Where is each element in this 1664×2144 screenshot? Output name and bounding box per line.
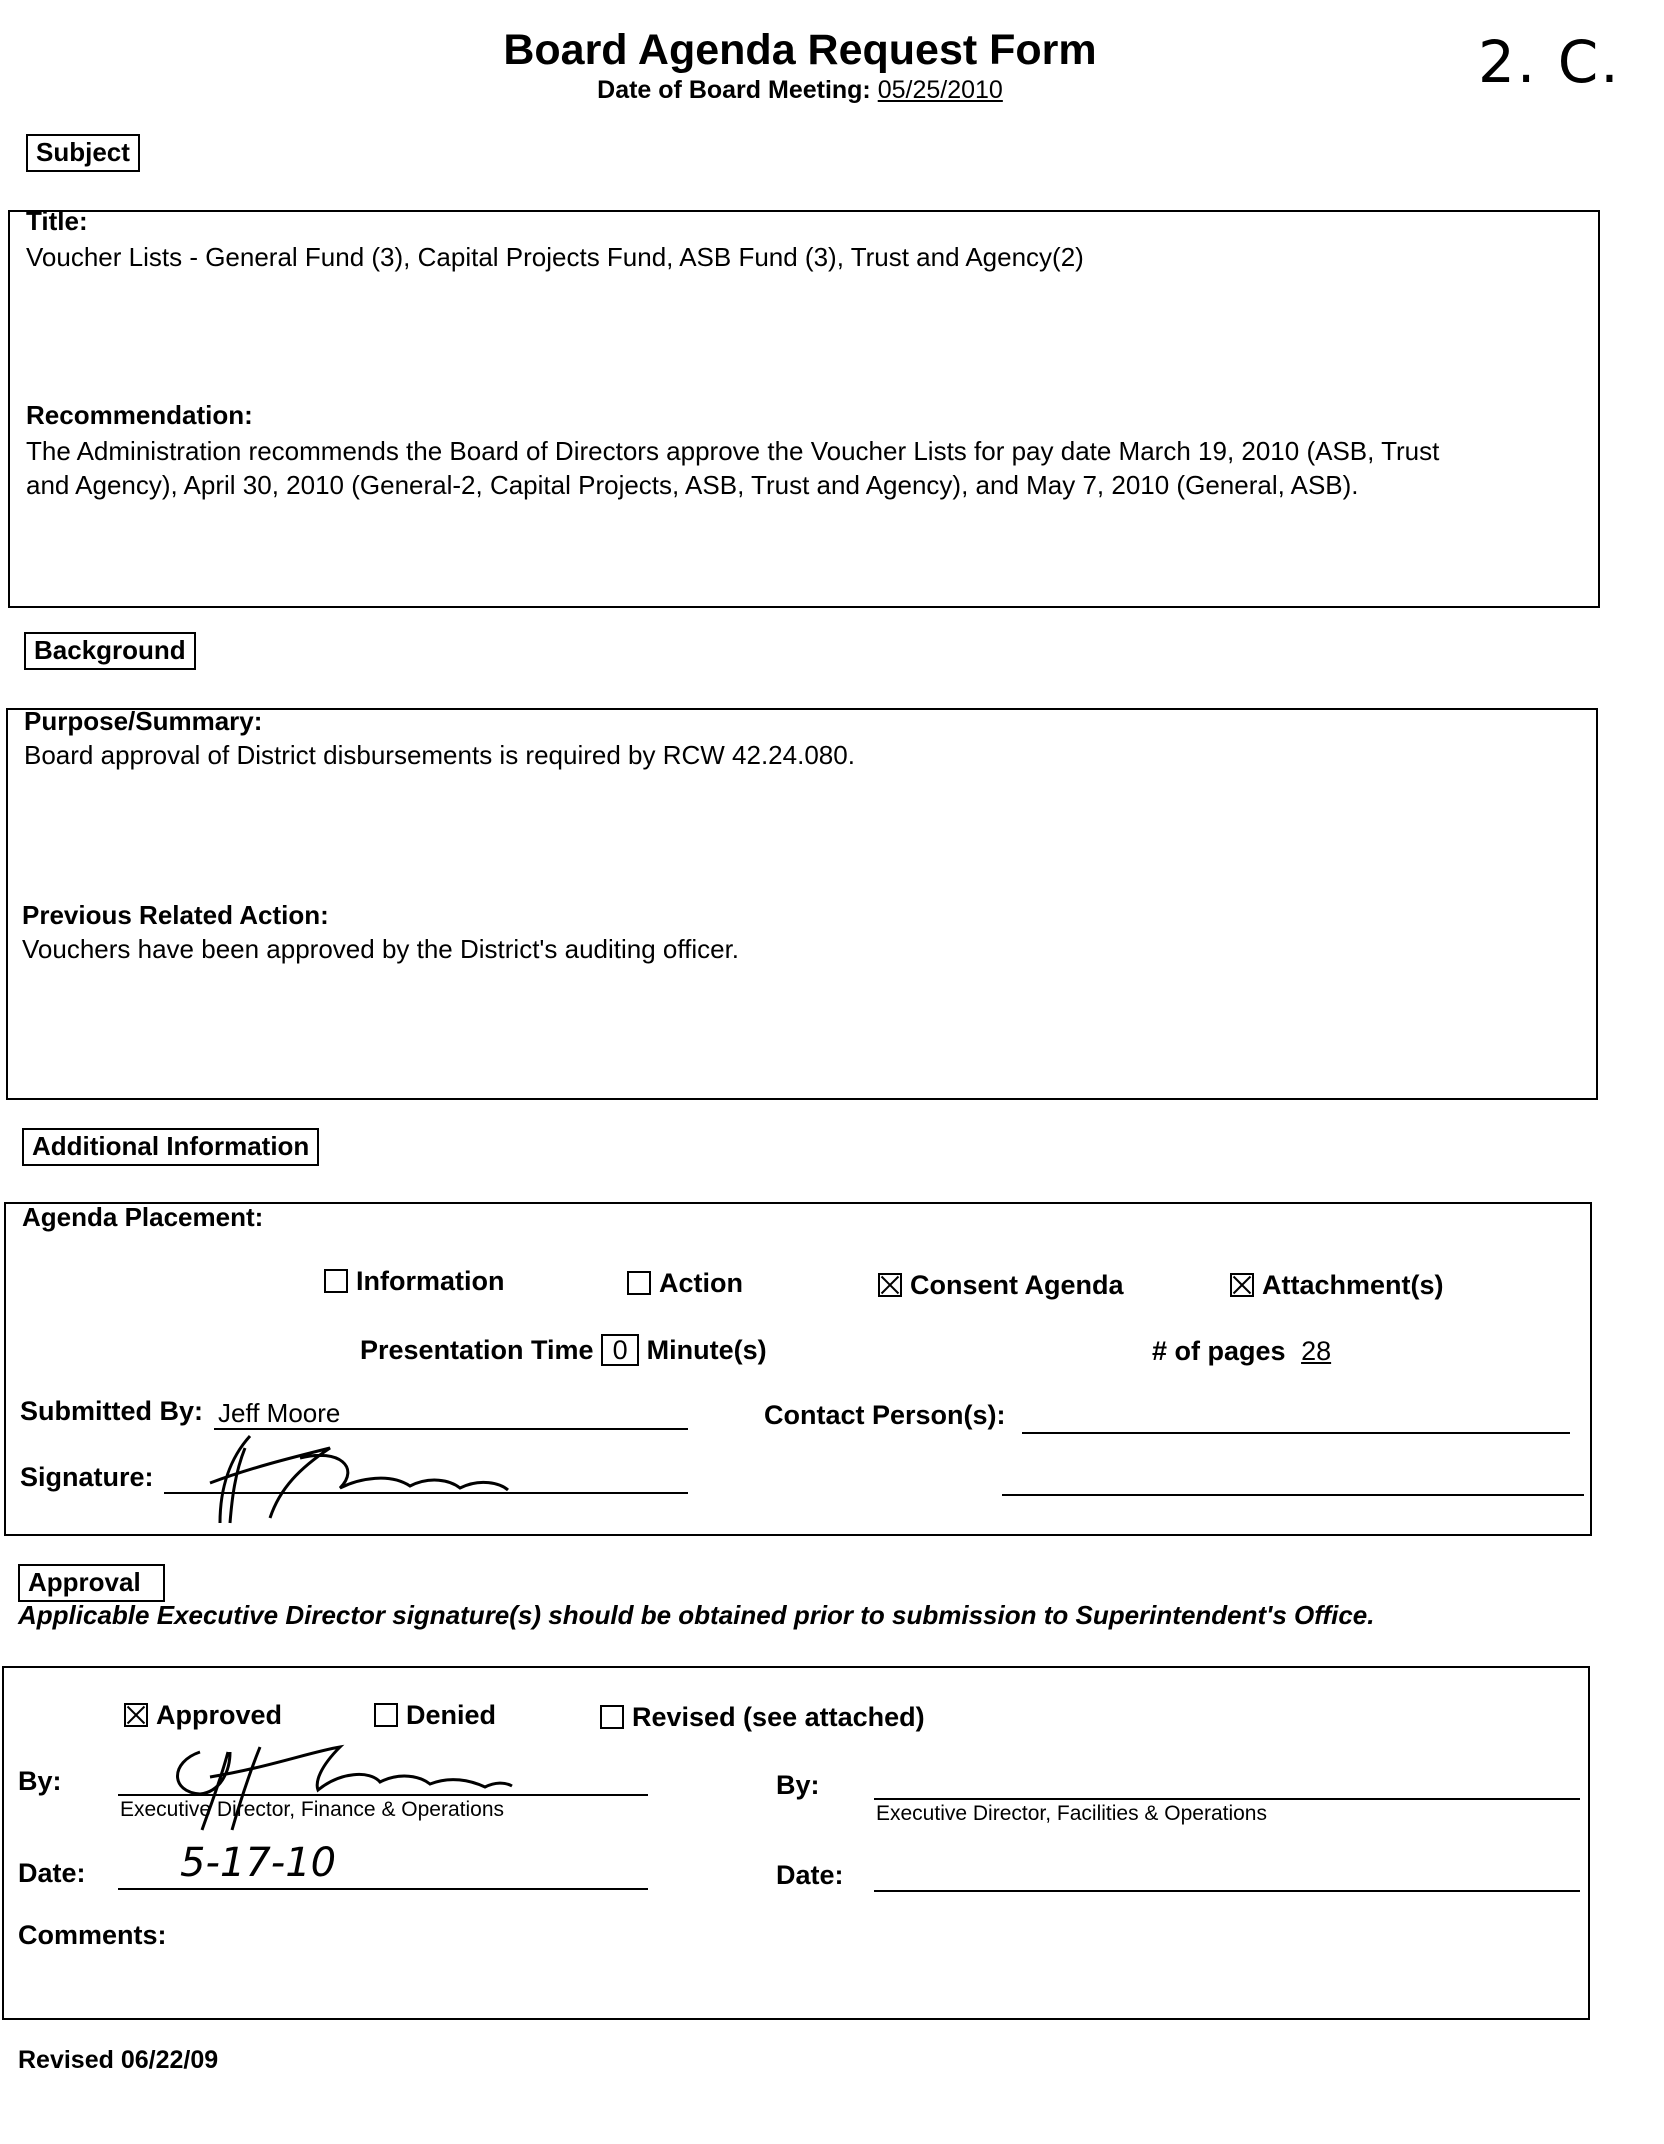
option-attachments[interactable] bbox=[1230, 1270, 1444, 1301]
denied-checkbox[interactable] bbox=[374, 1703, 398, 1727]
meeting-date-label: Date of Board Meeting: bbox=[597, 76, 871, 104]
recommendation-label: Recommendation: bbox=[26, 400, 253, 430]
contact-person-label: Contact Person(s): bbox=[764, 1400, 1006, 1430]
information-checkbox[interactable] bbox=[324, 1269, 348, 1293]
pages-row bbox=[1152, 1336, 1331, 1367]
additional-info-section-label: Additional Information bbox=[22, 1128, 319, 1166]
consent-agenda-checkbox[interactable] bbox=[878, 1273, 902, 1297]
right-date-label: Date: bbox=[776, 1860, 844, 1890]
approval-section-label: Approval bbox=[18, 1564, 165, 1602]
pages-label: # of pages bbox=[1152, 1336, 1286, 1366]
option-approved[interactable] bbox=[124, 1700, 282, 1731]
title-text: Voucher Lists - General Fund (3), Capital Projects Fund, ASB Fund (3), Trust and Agency(2) bbox=[26, 242, 1084, 272]
information-label: Information bbox=[356, 1266, 505, 1296]
action-label: Action bbox=[659, 1268, 743, 1298]
left-title: Executive Director, Finance & Operations bbox=[120, 1798, 505, 1821]
signature-label: Signature: bbox=[20, 1462, 154, 1492]
purpose-text: Board approval of District disbursements is required by RCW 42.24.080. bbox=[24, 740, 855, 770]
right-by-line[interactable] bbox=[874, 1798, 1580, 1800]
submitted-by-label: Submitted By: bbox=[20, 1396, 204, 1426]
option-denied[interactable] bbox=[374, 1700, 496, 1731]
contact-person-line[interactable] bbox=[1022, 1432, 1570, 1434]
meeting-date-value: 05/25/2010 bbox=[877, 76, 1003, 104]
pages-value: 28 bbox=[1301, 1336, 1332, 1366]
right-title: Executive Director, Facilities & Operations bbox=[876, 1802, 1267, 1825]
left-by-label: By: bbox=[18, 1766, 62, 1796]
meeting-date-line bbox=[0, 76, 1600, 105]
presentation-time-row bbox=[360, 1334, 767, 1366]
handwritten-item-number: 2. C. bbox=[1478, 28, 1621, 96]
attachments-label: Attachment(s) bbox=[1262, 1270, 1444, 1300]
minutes-label: Minute(s) bbox=[646, 1335, 767, 1365]
right-by-label: By: bbox=[776, 1770, 820, 1800]
comments-label: Comments: bbox=[18, 1920, 167, 1950]
revised-checkbox[interactable] bbox=[600, 1705, 624, 1729]
revised-date: Revised 06/22/09 bbox=[18, 2046, 219, 2074]
option-consent-agenda[interactable] bbox=[878, 1270, 1124, 1301]
action-checkbox[interactable] bbox=[627, 1271, 651, 1295]
submitted-by-value[interactable]: Jeff Moore bbox=[218, 1398, 341, 1428]
approval-note: Applicable Executive Director signature(s) should be obtained prior to submission to Superintendent's Office. bbox=[18, 1600, 1375, 1630]
purpose-label: Purpose/Summary: bbox=[24, 706, 263, 736]
consent-agenda-label: Consent Agenda bbox=[910, 1270, 1124, 1300]
background-section-label: Background bbox=[24, 632, 196, 670]
left-date-label: Date: bbox=[18, 1858, 86, 1888]
left-date-value[interactable]: 5-17-10 bbox=[180, 1840, 337, 1886]
recommendation-line-1: The Administration recommends the Board of Directors approve the Voucher Lists for pay date March 19, 2010 (ASB, Trust bbox=[26, 436, 1440, 466]
option-action[interactable] bbox=[627, 1268, 743, 1299]
approved-checkbox[interactable] bbox=[124, 1703, 148, 1727]
option-information[interactable] bbox=[324, 1266, 505, 1297]
denied-label: Denied bbox=[406, 1700, 497, 1730]
form-title: Board Agenda Request Form bbox=[503, 26, 1097, 74]
approver-signature-image bbox=[140, 1732, 520, 1832]
previous-action-label: Previous Related Action: bbox=[22, 900, 329, 930]
contact-person-line-2[interactable] bbox=[1002, 1494, 1584, 1496]
recommendation-line-2: and Agency), April 30, 2010 (General-2, Capital Projects, ASB, Trust and Agency), and May 7, 2010 (General, ASB). bbox=[26, 470, 1359, 500]
attachments-checkbox[interactable] bbox=[1230, 1273, 1254, 1297]
submitter-signature-image bbox=[190, 1428, 520, 1528]
previous-action-text: Vouchers have been approved by the District's auditing officer. bbox=[22, 934, 740, 964]
approved-label: Approved bbox=[156, 1700, 283, 1730]
right-date-line[interactable] bbox=[874, 1890, 1580, 1892]
left-date-line[interactable] bbox=[118, 1888, 648, 1890]
option-revised[interactable] bbox=[600, 1702, 925, 1733]
revised-label: Revised (see attached) bbox=[632, 1702, 925, 1732]
presentation-time-input[interactable]: 0 bbox=[601, 1334, 639, 1366]
agenda-placement-label: Agenda Placement: bbox=[22, 1202, 264, 1232]
subject-section-label: Subject bbox=[26, 134, 140, 172]
title-label: Title: bbox=[26, 206, 88, 236]
presentation-time-label: Presentation Time bbox=[360, 1335, 594, 1365]
